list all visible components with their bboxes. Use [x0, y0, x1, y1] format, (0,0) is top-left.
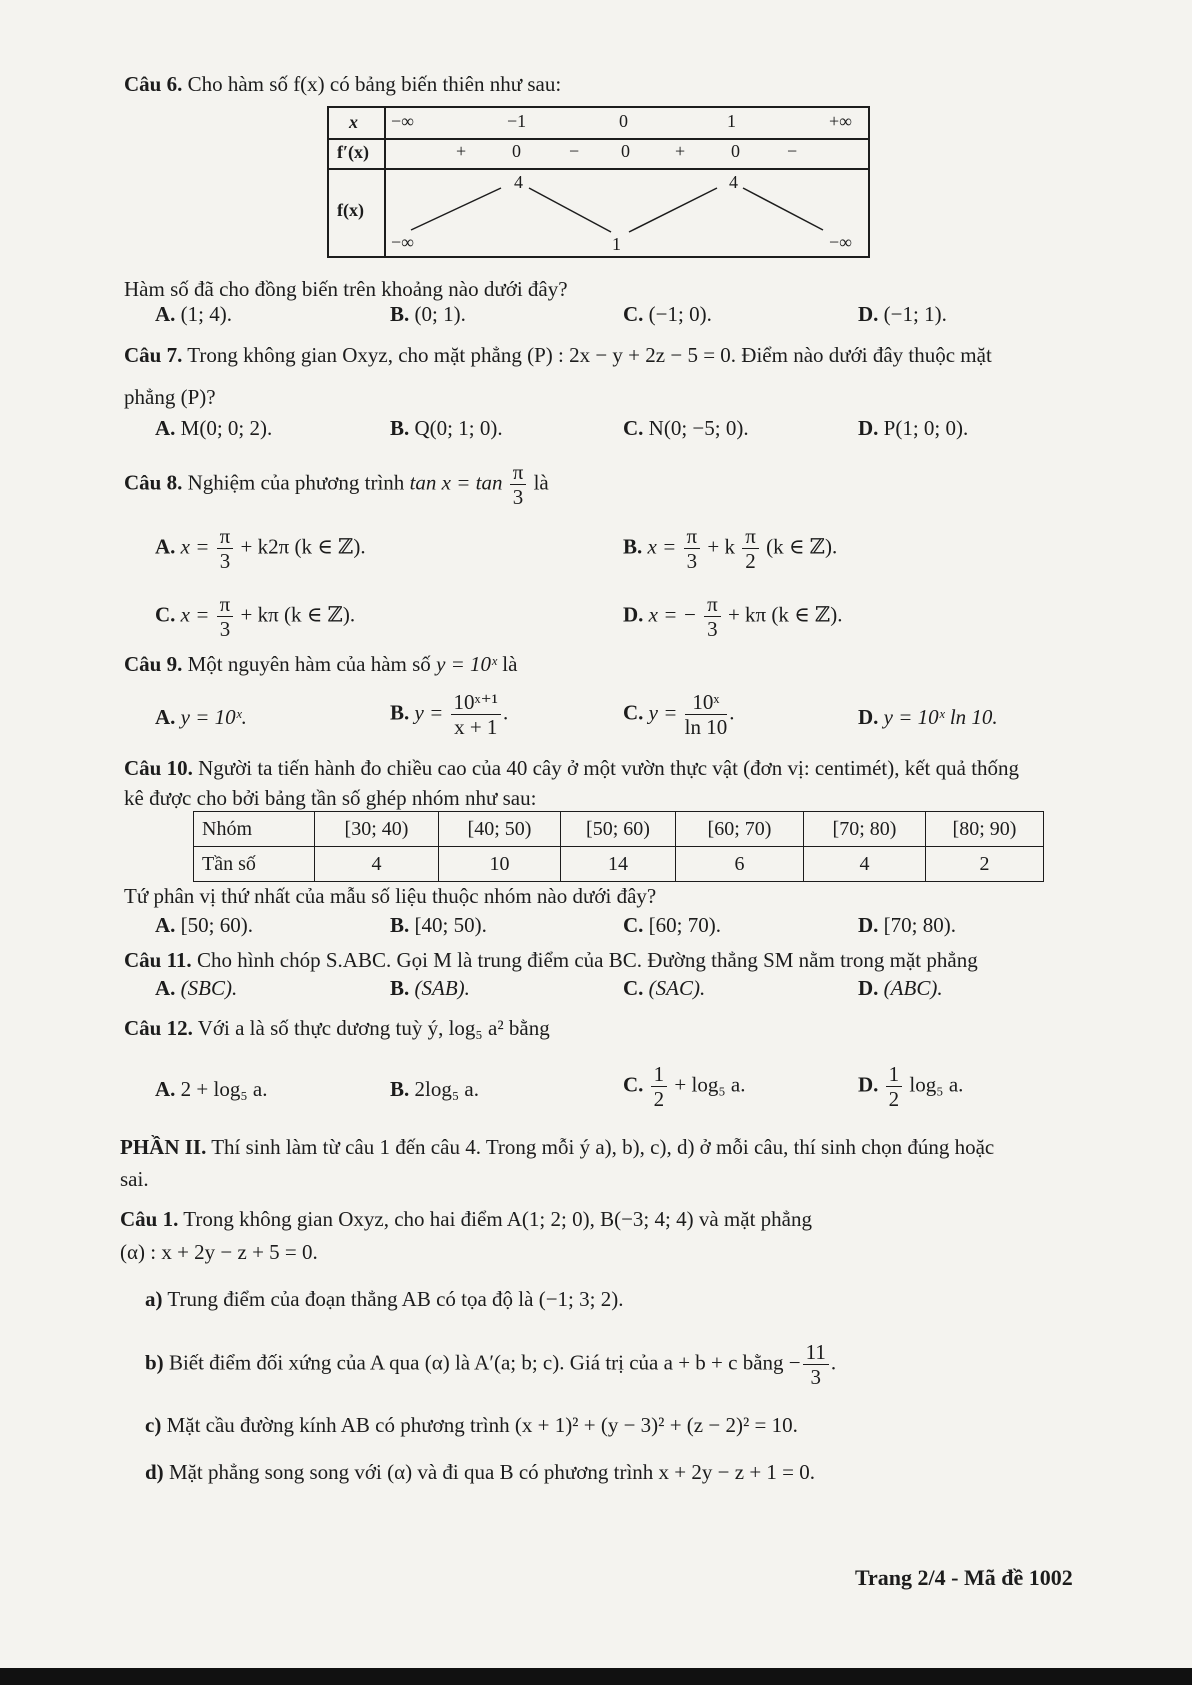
p2q1-statement-b[interactable]: b) Biết điểm đối xứng của A qua (α) là A′(a; b; c). Giá trị của a + b + c bằng − $\frac{11}{3}$ .: [145, 1340, 837, 1389]
q8-stem-line: Câu 8. Nghiệm của phương trình tan x = tan $\frac{\pi}{3}$ là: [124, 460, 549, 509]
decreasing-arrow: [743, 188, 823, 230]
table-cell: [80; 90): [926, 812, 1044, 847]
q10-stem-line-2: kê được cho bởi bảng tần số ghép nhóm như sau:: [124, 786, 537, 810]
q7-option-b[interactable]: B. Q(0; 1; 0).: [390, 416, 503, 440]
table-cell: [40; 50): [439, 812, 561, 847]
table-row: [194, 812, 1044, 847]
vt-x-label: x: [349, 112, 358, 132]
q11-option-b[interactable]: B. (SAB).: [390, 976, 470, 1000]
pi-over-3-fraction: $\frac{\pi}{3}$: [510, 460, 527, 509]
q8-option-c[interactable]: C. x = $\frac{\pi}{3}$ + kπ (k ∈ ℤ).: [155, 592, 356, 641]
q7-stem-line-2: phẳng (P)?: [124, 385, 216, 409]
q9-option-a[interactable]: A. y = 10ˣ.: [155, 705, 247, 729]
q8-option-b[interactable]: B. x = $\frac{\pi}{3}$ + k $\frac{\pi}{2}$ (k ∈ ℤ).: [623, 524, 838, 573]
table-cell: 4: [804, 847, 926, 882]
q6-option-b[interactable]: B. (0; 1).: [390, 302, 466, 326]
q10-option-d[interactable]: D. [70; 80).: [858, 913, 956, 937]
q7-option-a[interactable]: A. M(0; 0; 2).: [155, 416, 273, 440]
vt-x-value: −1: [507, 111, 527, 131]
vt-fp-sign: +: [456, 141, 467, 161]
q6-option-d[interactable]: D. (−1; 1).: [858, 302, 947, 326]
q11-option-a[interactable]: A. (SBC).: [155, 976, 238, 1000]
table-header: Tần số: [194, 847, 315, 882]
q9-option-d[interactable]: D. y = 10ˣ ln 10.: [858, 705, 998, 729]
q11-option-d[interactable]: D. (ABC).: [858, 976, 943, 1000]
table-cell: [70; 80): [804, 812, 926, 847]
frequency-table: [193, 811, 1044, 882]
q10-option-c[interactable]: C. [60; 70).: [623, 913, 721, 937]
vt-fp-sign: 0: [731, 141, 740, 161]
vt-f-value: 4: [514, 172, 523, 192]
table-cell: 14: [561, 847, 676, 882]
part2-intro-line-2: sai.: [120, 1167, 149, 1191]
increasing-arrow: [629, 188, 717, 232]
increasing-arrow: [411, 188, 501, 230]
vt-x-value: 0: [619, 111, 628, 131]
vt-x-value: 1: [727, 111, 736, 131]
q6-stem: Cho hàm số f(x) có bảng biến thiên như sau:: [187, 72, 562, 96]
vt-fp-sign: 0: [512, 141, 521, 161]
q8-option-a[interactable]: A. x = $\frac{\pi}{3}$ + k2π (k ∈ ℤ).: [155, 524, 366, 573]
q6-option-c[interactable]: C. (−1; 0).: [623, 302, 712, 326]
vt-fp-sign: +: [675, 141, 686, 161]
vt-x-value: +∞: [829, 111, 852, 131]
q10-stem-line: Câu 10. Người ta tiến hành đo chiều cao của 40 cây ở một vườn thực vật (đơn vị: centimét), kết quả thống: [124, 756, 1020, 780]
table-cell: 4: [315, 847, 439, 882]
q10-option-b[interactable]: B. [40; 50).: [390, 913, 487, 937]
table-cell: 10: [439, 847, 561, 882]
p2q1-statement-c[interactable]: c) Mặt cầu đường kính AB có phương trình (x + 1)² + (y − 3)² + (z − 2)² = 10.: [145, 1413, 798, 1437]
q12-option-a[interactable]: A. 2 + log₅ a.: [155, 1077, 268, 1101]
q11-stem-line: Câu 11. Cho hình chóp S.ABC. Gọi M là trung điểm của BC. Đường thẳng SM nằm trong mặt phẳng: [124, 948, 978, 972]
vt-fp-sign: −: [569, 141, 580, 161]
table-cell: 6: [676, 847, 804, 882]
vt-f-label: f(x): [337, 200, 364, 220]
q12-option-d[interactable]: D. $\frac{1}{2}$ log₅ a.: [858, 1062, 964, 1111]
q11-option-c[interactable]: C. (SAC).: [623, 976, 706, 1000]
q6-stem-line: [124, 72, 561, 97]
table-cell: [60; 70): [676, 812, 804, 847]
q9-option-c[interactable]: C. y = $\frac{\text{10ˣ}}{\ln 10}$ .: [623, 690, 735, 739]
p2q1-statement-d[interactable]: d) Mặt phẳng song song với (α) và đi qua B có phương trình x + 2y − z + 1 = 0.: [145, 1460, 816, 1484]
vt-fp-label: f′(x): [337, 142, 370, 162]
table-cell: [50; 60): [561, 812, 676, 847]
q8-option-d[interactable]: D. x = − $\frac{\pi}{3}$ + kπ (k ∈ ℤ).: [623, 592, 843, 641]
q10-option-a[interactable]: A. [50; 60).: [155, 913, 253, 937]
part2-intro-line: PHẦN II. Thí sinh làm từ câu 1 đến câu 4. Trong mỗi ý a), b), c), d) ở mỗi câu, thí sinh chọn đúng hoặc: [120, 1135, 995, 1159]
part2-title: PHẦN II.: [120, 1135, 207, 1159]
p2q1-stem-line: Câu 1. Trong không gian Oxyz, cho hai điểm A(1; 2; 0), B(−3; 4; 4) và mặt phẳng: [120, 1207, 812, 1231]
vt-f-value: −∞: [829, 232, 852, 252]
table-cell: 2: [926, 847, 1044, 882]
q6-option-a[interactable]: A. (1; 4).: [155, 302, 232, 326]
q12-option-c[interactable]: C. $\frac{1}{2}$ + log₅ a.: [623, 1062, 746, 1111]
vt-fp-sign: −: [787, 141, 798, 161]
decreasing-arrow: [529, 188, 611, 232]
variation-table: [327, 106, 870, 258]
q7-option-d[interactable]: D. P(1; 0; 0).: [858, 416, 969, 440]
table-row: [194, 847, 1044, 882]
vt-f-value: 1: [612, 234, 621, 254]
vt-fp-sign: 0: [621, 141, 630, 161]
table-cell: [30; 40): [315, 812, 439, 847]
q6-label: Câu 6.: [124, 72, 183, 96]
q9-option-b[interactable]: B. y = $\frac{\text{10ˣ⁺¹}}{x + 1}$ .: [390, 690, 509, 739]
p2q1-statement-a[interactable]: a) Trung điểm của đoạn thẳng AB có tọa độ là (−1; 3; 2).: [145, 1287, 624, 1311]
q6-question: Hàm số đã cho đồng biến trên khoảng nào dưới đây?: [124, 277, 568, 301]
q12-stem-line: Câu 12. Với a là số thực dương tuỳ ý, log₅ a² bằng: [124, 1016, 550, 1040]
scan-edge: [0, 1668, 1192, 1685]
q10-question: Tứ phân vị thứ nhất của mẫu số liệu thuộc nhóm nào dưới đây?: [124, 884, 657, 908]
q12-option-b[interactable]: B. 2log₅ a.: [390, 1077, 479, 1101]
variation-arrows: [329, 108, 869, 258]
q9-stem-line: Câu 9. Một nguyên hàm của hàm số y = 10ˣ là: [124, 652, 518, 676]
vt-f-value: −∞: [391, 232, 414, 252]
q7-stem: Trong không gian Oxyz, cho mặt phẳng (P) : 2x − y + 2z − 5 = 0. Điểm nào dưới đây thuộc mặt: [187, 343, 992, 367]
page-footer: Trang 2/4 - Mã đề 1002: [855, 1565, 1073, 1590]
p2q1-stem-line-2: (α) : x + 2y − z + 5 = 0.: [120, 1240, 318, 1264]
table-header: Nhóm: [194, 812, 315, 847]
vt-f-value: 4: [729, 172, 738, 192]
q7-option-c[interactable]: C. N(0; −5; 0).: [623, 416, 749, 440]
q7-stem-line: Câu 7. Trong không gian Oxyz, cho mặt phẳng (P) : 2x − y + 2z − 5 = 0. Điểm nào dưới đây thuộc mặt: [124, 343, 992, 367]
vt-x-value: −∞: [391, 111, 414, 131]
